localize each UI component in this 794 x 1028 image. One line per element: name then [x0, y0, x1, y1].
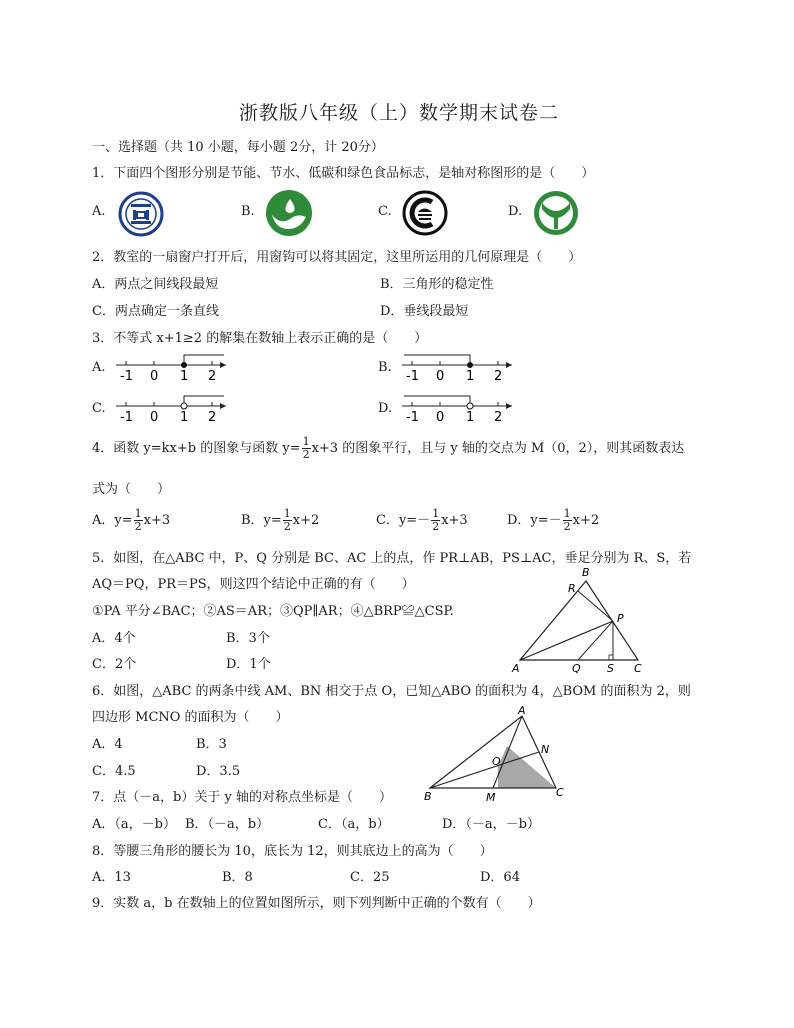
low-carbon-logo	[402, 190, 448, 236]
question-1-stem: 1．下面四个图形分别是节能、节水、低碳和绿色食品标志，是轴对称图形的是（ ）	[92, 166, 595, 181]
q5-option-b: B．3个	[226, 631, 270, 646]
point-label-o: O	[492, 755, 501, 768]
q4-stem-part-1: 4．函数 y=kx+b 的图象与函数 y=	[92, 441, 301, 456]
q7-option-c: C．（a，b）	[318, 817, 390, 832]
q1-option-a-label: A.	[92, 204, 106, 219]
tick-label: -1	[120, 410, 133, 425]
q8-option-d: D．64	[480, 870, 520, 885]
q7-option-b: B．（－a，b）	[185, 817, 270, 832]
water-saving-logo	[264, 189, 314, 237]
point-label-s: S	[607, 662, 614, 675]
q5-option-c: C．2个	[92, 657, 137, 672]
q4-option-d: D．y=－ $\frac{1}{2}$ x+2	[507, 507, 600, 533]
point-label-q: Q	[572, 662, 581, 675]
tick-label: 1	[466, 410, 475, 425]
vertex-label-a: A	[512, 662, 520, 675]
tick-label: -1	[120, 369, 133, 384]
q4-stem-part-2: x+3 的图象平行，且与 y 轴的交点为 M（0，2），则其函数表达	[311, 441, 685, 456]
q6-option-d: D．3.5	[196, 764, 241, 779]
q3-option-a-label: A.	[92, 360, 106, 375]
q6-option-c: C．4.5	[92, 764, 136, 779]
q5-option-d: D．1个	[226, 657, 271, 672]
vertex-label-c: C	[634, 662, 642, 675]
q6-option-a: A．4	[92, 737, 123, 752]
green-food-logo	[532, 189, 580, 237]
triangle-abc-figure-q6	[420, 704, 572, 804]
q2-option-c: C．两点确定一条直线	[92, 304, 219, 319]
q6-option-b: B．3	[196, 737, 227, 752]
q3-option-b-label: B.	[378, 360, 392, 375]
tick-label: 0	[150, 410, 159, 425]
question-5-statements: ①PA 平分∠BAC；②AS＝AR；③QP∥AR；④△BRP≌△CSP.	[92, 604, 454, 619]
number-line-b	[398, 350, 518, 384]
question-6-line-1: 6．如图，△ABC 的两条中线 AM、BN 相交于点 O，已知△ABO 的面积为 4，△BOM 的面积为 2，则	[92, 684, 691, 699]
q1-option-b-label: B.	[241, 204, 255, 219]
tick-label: 2	[494, 410, 503, 425]
number-line-c	[112, 391, 232, 425]
tick-label: 1	[180, 410, 189, 425]
q4-option-b: B．y= $\frac{1}{2}$ x+2	[241, 507, 320, 533]
triangle-abc-figure-q5	[508, 564, 658, 676]
tick-label: -1	[406, 410, 419, 425]
point-label-n: N	[541, 743, 550, 756]
q3-option-c-label: C.	[92, 401, 106, 416]
tick-label: 1	[180, 369, 189, 384]
q1-option-c-label: C.	[378, 204, 392, 219]
question-7-stem: 7．点（－a，b）关于 y 轴的对称点坐标是（ ）	[92, 790, 392, 805]
vertex-label-a: A	[518, 704, 526, 717]
number-line-d	[398, 391, 518, 425]
question-2-stem: 2．教室的一扇窗户打开后，用窗钩可以将其固定，这里所运用的几何原理是（ ）	[92, 250, 582, 265]
vertex-label-b: B	[582, 566, 590, 579]
tick-label: 0	[436, 410, 445, 425]
point-label-p: P	[617, 612, 624, 625]
fraction-one-half: $\frac{1}{2}$	[302, 435, 310, 461]
question-3-stem: 3．不等式 x+1≥2 的解集在数轴上表示正确的是（ ）	[92, 331, 428, 346]
q7-option-a: A．（a，－b）	[92, 817, 176, 832]
energy-saving-logo	[117, 190, 165, 238]
tick-label: 0	[150, 369, 159, 384]
tick-label: 0	[436, 369, 445, 384]
q2-option-b: B．三角形的稳定性	[380, 277, 494, 292]
page-title: 浙教版八年级（上）数学期末试卷二	[239, 102, 560, 124]
question-8-stem: 8．等腰三角形的腰长为 10，底长为 12，则其底边上的高为（ ）	[92, 844, 493, 859]
vertex-label-b: B	[424, 790, 432, 803]
q4-stem-part-3: 式为（ ）	[92, 482, 171, 497]
q2-option-a: A．两点之间线段最短	[92, 277, 219, 292]
question-9-stem: 9．实数 a，b 在数轴上的位置如图所示，则下列判断中正确的个数有（ ）	[92, 896, 541, 911]
tick-label: 2	[208, 410, 217, 425]
question-6-line-2: 四边形 MCNO 的面积为（ ）	[92, 710, 289, 725]
point-label-r: R	[568, 582, 576, 595]
tick-label: -1	[406, 369, 419, 384]
question-5-line-2: AQ＝PQ，PR＝PS，则这四个结论中正确的有（ ）	[92, 577, 415, 592]
q8-option-b: B．8	[222, 870, 253, 885]
question-5-line-1: 5．如图，在△ABC 中，P、Q 分别是 BC、AC 上的点，作 PR⊥AB，PS⊥AC，垂足分别为 R、S，若	[92, 551, 692, 566]
q4-option-c: C．y=－ $\frac{1}{2}$ x+3	[376, 507, 468, 533]
tick-label: 2	[494, 369, 503, 384]
q1-option-d-label: D.	[508, 204, 523, 219]
question-4-stem	[92, 436, 684, 461]
q7-option-d: D．（－a，－b）	[442, 817, 540, 832]
point-label-m: M	[486, 791, 496, 804]
q5-option-a: A．4个	[92, 631, 136, 646]
tick-label: 2	[208, 369, 217, 384]
number-line-a	[112, 350, 232, 384]
q2-option-d: D．垂线段最短	[380, 304, 469, 319]
tick-label: 1	[466, 369, 475, 384]
section-heading: 一、选择题（共 10 小题，每小题 2分，计 20分）	[92, 140, 384, 155]
q8-option-a: A．13	[92, 870, 131, 885]
q8-option-c: C．25	[350, 870, 390, 885]
vertex-label-c: C	[556, 786, 564, 799]
q4-option-a: A．y= $\frac{1}{2}$ x+3	[92, 507, 171, 533]
q3-option-d-label: D.	[378, 401, 393, 416]
